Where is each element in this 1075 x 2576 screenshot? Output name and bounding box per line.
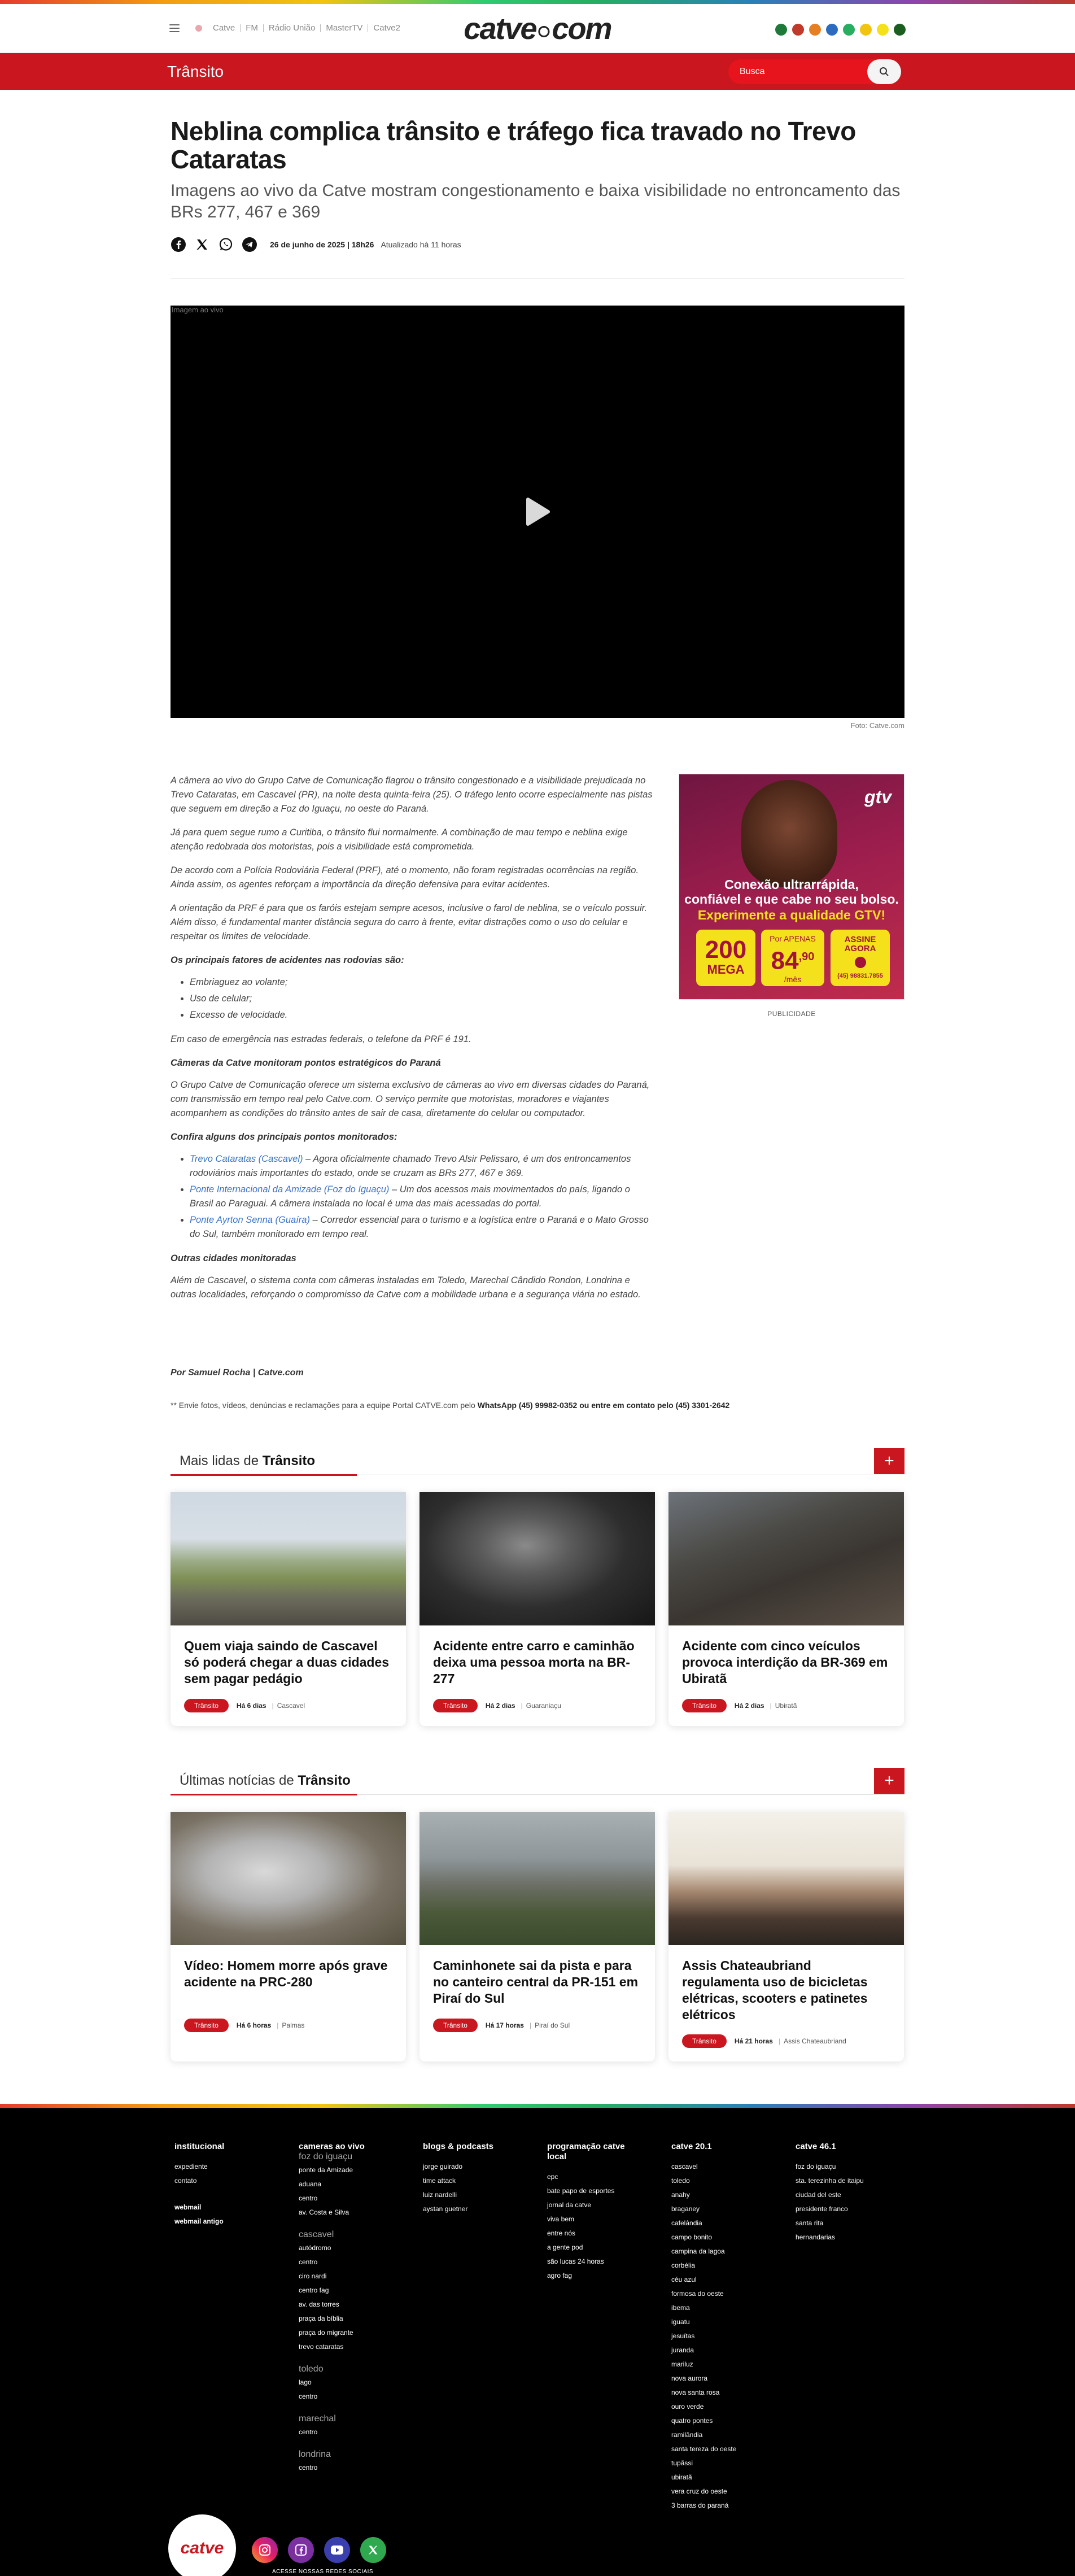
ad-price-prefix: Por APENAS <box>770 934 816 943</box>
footer-link[interactable]: nova aurora <box>671 2374 708 2382</box>
footer-link[interactable]: entre nós <box>547 2229 576 2237</box>
footer-link[interactable]: bate papo de esportes <box>547 2187 615 2195</box>
footer-link[interactable]: luiz nardelli <box>423 2191 457 2199</box>
ad-line3: Experimente a qualidade GTV! <box>697 908 886 922</box>
network-dot-icon <box>195 25 202 32</box>
footer-link[interactable]: epc <box>547 2173 558 2181</box>
ad-price-int: 84 <box>771 947 799 975</box>
nav-link-fm[interactable]: FM <box>241 24 264 32</box>
points-list <box>171 1152 653 1241</box>
footer-col-programacao <box>547 2142 671 2513</box>
category-badge[interactable]: Trânsito <box>433 2019 478 2032</box>
live-video-player[interactable] <box>171 306 904 718</box>
category-badge[interactable]: Trânsito <box>433 1699 478 1712</box>
top-header <box>0 4 1075 53</box>
footer-links <box>174 2160 299 2188</box>
article-content <box>171 774 904 1311</box>
footer-link[interactable]: lago <box>299 2378 312 2386</box>
card-meta <box>184 2019 392 2032</box>
footer-links <box>423 2160 547 2216</box>
card-time: Há 17 horas <box>485 2021 524 2029</box>
card-meta <box>433 2019 641 2032</box>
channel-dot-icon[interactable] <box>826 24 838 36</box>
menu-icon[interactable] <box>169 24 180 32</box>
footer-link[interactable]: ibema <box>671 2304 690 2312</box>
card-time: Há 6 horas <box>236 2021 272 2029</box>
footer-link[interactable]: centro <box>299 2392 318 2400</box>
footer-link[interactable]: jesuítas <box>671 2332 695 2340</box>
footer-col-cameras <box>299 2142 423 2513</box>
channel-dots <box>775 24 906 36</box>
list-item <box>190 1152 653 1180</box>
footer-link[interactable]: campo bonito <box>671 2233 713 2241</box>
card-meta <box>433 1699 641 1712</box>
points-heading: Confira alguns dos principais pontos monitorados: <box>171 1132 397 1142</box>
point-text: – Agora oficialmente chamado Trevo Alsir Pelissaro, é um dos entroncamentos rodoviários mais importantes do estado, onde se cruzam as BRs 277, 467 e 369. <box>190 1154 631 1178</box>
card-time: Há 2 dias <box>734 1702 764 1710</box>
news-card[interactable] <box>171 1492 406 1726</box>
more-latest-button[interactable]: + <box>874 1768 904 1794</box>
footer-link[interactable]: ubiratã <box>671 2473 692 2481</box>
section-underline <box>171 1474 357 1476</box>
card-image <box>171 1492 406 1625</box>
channel-dot-icon[interactable] <box>775 24 787 36</box>
most-read-title-prefix: Mais lidas de <box>180 1453 263 1468</box>
search-input[interactable] <box>728 59 881 84</box>
footer-group-title: cascavel <box>299 2230 334 2239</box>
point-link-ponte-ayrton-senna[interactable]: Ponte Ayrton Senna (Guaíra) <box>190 1215 310 1225</box>
x-twitter-icon[interactable] <box>194 237 210 252</box>
ad-speed: 200 <box>705 936 747 964</box>
card-image <box>419 1492 655 1625</box>
latest-title-bold: Trânsito <box>298 1772 351 1788</box>
footer-link[interactable]: webmail antigo <box>174 2217 224 2225</box>
footer-link[interactable]: santa rita <box>796 2219 824 2227</box>
footer-link[interactable]: presidente franco <box>796 2205 848 2213</box>
card-place: Piraí do Sul <box>535 2021 570 2029</box>
footer-link[interactable]: webmail <box>174 2203 202 2211</box>
footer-col-title: programação catve local <box>547 2142 625 2161</box>
news-card[interactable] <box>171 1812 406 2061</box>
footer-link[interactable]: centro <box>299 2194 318 2202</box>
footer-link[interactable]: juranda <box>671 2346 694 2354</box>
footer-link[interactable]: quatro pontes <box>671 2417 713 2425</box>
footer-link[interactable]: céu azul <box>671 2276 697 2283</box>
footer-link[interactable]: av. Costa e Silva <box>299 2208 349 2216</box>
ad-speed-box <box>696 930 755 986</box>
footer-link[interactable]: centro <box>299 2428 318 2436</box>
meta-separator: | <box>277 2021 279 2029</box>
footer-col-title: catve 46.1 <box>796 2142 836 2151</box>
footer-link[interactable]: a gente pod <box>547 2243 583 2251</box>
meta-separator: | <box>529 2021 532 2029</box>
card-place: Guaraniaçu <box>526 1702 561 1710</box>
article-paragraph: Já para quem segue rumo a Curitiba, o trânsito flui normalmente. A combinação de mau tempo e neblina exige atenção redobrada dos motoristas, pois a visibilidade está comprometida. <box>171 827 628 852</box>
ad-price-box <box>761 930 824 986</box>
divider <box>171 278 904 279</box>
footer-link[interactable]: autódromo <box>299 2244 331 2252</box>
footer-link[interactable]: foz do iguaçu <box>796 2163 836 2170</box>
footer-link[interactable]: corbélia <box>671 2261 696 2269</box>
footer-group-title: toledo <box>299 2364 324 2374</box>
footer-col-blogs <box>423 2142 547 2513</box>
ad-brand: gtv <box>864 787 892 807</box>
ad-headline <box>679 877 904 906</box>
footer-link[interactable]: toledo <box>671 2177 690 2185</box>
footer-logo-text: catve <box>180 2539 224 2557</box>
card-title: Acidente entre carro e caminhão deixa uma pessoa morta na BR-277 <box>433 1638 635 1686</box>
footer-link[interactable]: nova santa rosa <box>671 2388 720 2396</box>
cameras-text: O Grupo Catve de Comunicação oferece um sistema exclusivo de câmeras ao vivo em diversas cidades do Paraná, com transmissão em tempo real pelo Catve.com. O serviço permite que motoristas, moradores e viajantes acompanhem as condições do trânsito antes de sair de casa, diretamente do celular ou computador. <box>171 1080 650 1118</box>
factors-heading: Os principais fatores de acidentes nas rodovias são: <box>171 955 404 965</box>
card-title: Vídeo: Homem morre após grave acidente na PRC-280 <box>184 1958 388 1989</box>
most-read-title <box>171 1453 315 1469</box>
footer-link[interactable]: praça do migrante <box>299 2329 353 2337</box>
channel-dot-icon[interactable] <box>894 24 906 36</box>
latest-header <box>171 1767 904 1795</box>
article-subtitle: Imagens ao vivo da Catve mostram congestionamento e baixa visibilidade no entroncamento das BRs 277, 467 e 369 <box>171 181 901 221</box>
search-button[interactable] <box>867 59 901 84</box>
footer-link[interactable]: ouro verde <box>671 2403 704 2411</box>
footer-logo[interactable] <box>168 2514 236 2576</box>
footer-link[interactable]: mariluz <box>671 2360 693 2368</box>
ad-person-image <box>741 780 837 887</box>
play-icon[interactable] <box>525 497 550 526</box>
x-twitter-icon[interactable] <box>360 2537 386 2563</box>
meta-separator: | <box>272 1702 274 1710</box>
footer-columns <box>174 2142 920 2513</box>
footer-link[interactable]: cafelândia <box>671 2219 702 2227</box>
footer-col-title: cameras ao vivo <box>299 2142 365 2151</box>
site-logo[interactable] <box>464 12 611 46</box>
footer-link[interactable]: formosa do oeste <box>671 2290 724 2298</box>
others-text: Além de Cascavel, o sistema conta com câmeras instaladas em Toledo, Marechal Cândido Rondon, Londrina e outras localidades, reforçando o compromisso da Catve com a mobilidade urbana e a segurança viária no estado. <box>171 1275 641 1300</box>
footer-link[interactable]: av. das torres <box>299 2300 339 2308</box>
logo-dot-icon <box>539 26 550 37</box>
footer-social-icons <box>252 2537 386 2563</box>
news-card[interactable] <box>668 1812 904 2061</box>
footer-link[interactable]: expediente <box>174 2163 208 2170</box>
card-title: Caminhonete sai da pista e para no canteiro central da PR-151 em Piraí do Sul <box>433 1958 639 2006</box>
category-badge[interactable]: Trânsito <box>682 1699 727 1712</box>
channel-dot-icon[interactable] <box>792 24 804 36</box>
whatsapp-icon <box>855 957 866 968</box>
footer-link[interactable]: aduana <box>299 2180 322 2188</box>
footer-link[interactable]: campina da lagoa <box>671 2247 725 2255</box>
list-item: • Uso de celular; <box>190 992 653 1006</box>
channel-dot-icon[interactable] <box>809 24 821 36</box>
telegram-icon[interactable] <box>242 237 257 252</box>
news-card[interactable] <box>419 1812 655 2061</box>
article-body <box>171 774 653 1311</box>
facebook-icon[interactable] <box>171 237 186 252</box>
list-item: • Excesso de velocidade. <box>190 1008 653 1022</box>
site-footer <box>0 2108 1075 2576</box>
article-updated: Atualizado há 11 horas <box>381 240 461 249</box>
main-content <box>171 117 904 2061</box>
meta-separator: | <box>521 1702 523 1710</box>
footer-link[interactable]: jornal da catve <box>547 2201 592 2209</box>
section-title: Trânsito <box>167 62 224 80</box>
card-title: Quem viaja saindo de Cascavel só poderá chegar a duas cidades sem pagar pedágio <box>184 1638 390 1686</box>
footer-link[interactable]: 3 barras do paraná <box>671 2501 729 2509</box>
footer-link[interactable]: braganey <box>671 2205 700 2213</box>
footer-link[interactable]: centro <box>299 2258 318 2266</box>
video-alt-text: Imagem ao vivo <box>172 306 224 314</box>
footer-link[interactable]: centro fag <box>299 2286 329 2294</box>
footer-col-catve-201 <box>671 2142 796 2513</box>
footer-group-title: marechal <box>299 2414 336 2424</box>
ad-line2: confiável e que cabe no seu bolso. <box>684 892 899 906</box>
footer-links <box>547 2170 671 2283</box>
footer-link[interactable]: centro <box>299 2464 318 2472</box>
share-buttons <box>171 237 257 252</box>
spacer <box>174 2188 299 2200</box>
ad-cta-box[interactable] <box>831 930 890 986</box>
footer-links <box>174 2200 299 2229</box>
contact-prefix: ** Envie fotos, vídeos, denúncias e reclamações para a equipe Portal CATVE.com pelo <box>171 1401 478 1410</box>
article-meta <box>171 237 904 252</box>
news-card[interactable] <box>419 1492 655 1726</box>
footer-link[interactable]: viva bem <box>547 2215 575 2223</box>
emergency-text: Em caso de emergência nas estradas federais, o telefone da PRF é 191. <box>171 1034 471 1044</box>
contact-info <box>171 1401 904 1410</box>
list-item: • Embriaguez ao volante; <box>190 975 653 990</box>
more-most-read-button[interactable]: + <box>874 1448 904 1474</box>
article-paragraph: A câmera ao vivo do Grupo Catve de Comunicação flagrou o trânsito congestionado e a visibilidade prejudicada no Trevo Cataratas, em Cascavel (PR), na noite desta quinta-feira (25). O tráfego lento ocorre especialmente nas pistas que seguem em direção a Foz do Iguaçu, no oeste do Paraná. <box>171 775 653 814</box>
category-badge[interactable]: Trânsito <box>184 2019 229 2032</box>
ad-price-dec: ,90 <box>798 951 815 963</box>
footer-col-title: catve 20.1 <box>671 2142 712 2151</box>
card-meta <box>184 1699 392 1712</box>
byline: Por Samuel Rocha | Catve.com <box>171 1368 304 1378</box>
card-title: Assis Chateaubriand regulamenta uso de bicicletas elétricas, scooters e patinetes elétricos <box>682 1958 868 2022</box>
photo-credit: Foto: Catve.com <box>850 721 904 730</box>
footer-links <box>796 2160 920 2244</box>
nav-link-mastertv[interactable]: MasterTV <box>321 24 368 32</box>
channel-dot-icon[interactable] <box>843 24 855 36</box>
instagram-icon[interactable] <box>252 2537 278 2563</box>
article-title: Neblina complica trânsito e tráfego fica travado no Trevo Cataratas <box>171 116 856 174</box>
footer-link[interactable]: ciudad del este <box>796 2191 841 2199</box>
news-card[interactable] <box>668 1492 904 1726</box>
ad-cta: ASSINE AGORA <box>844 935 876 953</box>
footer-link[interactable]: agro fag <box>547 2272 573 2279</box>
footer-col-catve-461 <box>796 2142 920 2513</box>
list-item <box>190 1213 653 1241</box>
ad-label: PUBLICIDADE <box>767 1010 816 1018</box>
card-time: Há 21 horas <box>734 2037 773 2045</box>
search-icon <box>879 67 889 77</box>
footer-link[interactable]: time attack <box>423 2177 456 2185</box>
footer-link[interactable]: trevo cataratas <box>299 2343 344 2351</box>
card-meta <box>682 1699 890 1712</box>
footer-link[interactable]: aystan guetner <box>423 2205 468 2213</box>
footer-group-title: londrina <box>299 2449 331 2459</box>
cameras-heading: Câmeras da Catve monitoram pontos estratégicos do Paraná <box>171 1058 441 1068</box>
footer-link[interactable]: vera cruz do oeste <box>671 2487 727 2495</box>
footer-link[interactable]: contato <box>174 2177 197 2185</box>
card-place: Palmas <box>282 2021 305 2029</box>
card-image <box>419 1812 655 1945</box>
card-image <box>668 1492 904 1625</box>
category-badge[interactable]: Trânsito <box>184 1699 229 1712</box>
channel-dot-icon[interactable] <box>877 24 889 36</box>
footer-col-institucional <box>174 2142 299 2513</box>
factors-list <box>171 975 653 1022</box>
footer-link[interactable]: jorge guirado <box>423 2163 463 2170</box>
latest-title <box>171 1773 351 1789</box>
others-heading: Outras cidades monitoradas <box>171 1253 296 1263</box>
footer-link[interactable]: iguatu <box>671 2318 690 2326</box>
card-time: Há 2 dias <box>485 1702 515 1710</box>
card-image <box>171 1812 406 1945</box>
section-bar <box>0 53 1075 90</box>
most-read-cards <box>171 1492 904 1726</box>
whatsapp-icon[interactable] <box>218 237 234 252</box>
footer-links <box>299 2152 423 2475</box>
footer-link[interactable]: ramilândia <box>671 2431 703 2439</box>
article-paragraph: De acordo com a Polícia Rodoviária Federal (PRF), até o momento, não foram registradas ocorrências na região. Ainda assim, os agentes reforçam a importância da direção defensiva para evitar acidentes. <box>171 865 639 890</box>
category-badge[interactable]: Trânsito <box>682 2034 727 2048</box>
nav-link-radio-uniao[interactable]: Rádio União <box>264 24 321 32</box>
article-date: 26 de junho de 2025 | 18h26 <box>270 240 374 249</box>
footer-links <box>671 2160 796 2513</box>
meta-separator: | <box>778 2037 781 2045</box>
point-link-trevo-cataratas[interactable]: Trevo Cataratas (Cascavel) <box>190 1154 303 1164</box>
point-text: – Um dos acessos mais movimentados do país, ligando o Brasil ao Paraguai. A câmera instalada no local é uma das mais acessadas do portal. <box>190 1184 630 1209</box>
latest-cards <box>171 1812 904 2061</box>
youtube-icon[interactable] <box>324 2537 350 2563</box>
footer-link[interactable]: anahy <box>671 2191 690 2199</box>
ad-column <box>679 774 904 1311</box>
card-place: Ubiratã <box>775 1702 797 1710</box>
card-meta <box>682 2034 890 2048</box>
meta-separator: | <box>770 1702 772 1710</box>
point-link-ponte-amizade[interactable]: Ponte Internacional da Amizade (Foz do Iguaçu) <box>190 1184 390 1195</box>
gtv-ad-banner[interactable] <box>679 774 904 1000</box>
footer-col-title: blogs & podcasts <box>423 2142 494 2151</box>
ad-phone: (45) 98831.7855 <box>837 973 883 979</box>
latest-title-prefix: Últimas notícias de <box>180 1772 298 1788</box>
point-text: – Corredor essencial para o turismo e a logística entre o Paraná e o Mato Grosso do Sul, também monitorado em tempo real. <box>190 1215 649 1239</box>
footer-link[interactable]: ponte da Amizade <box>299 2166 353 2174</box>
social-label: ACESSE NOSSAS REDES SOCIAIS <box>272 2569 374 2575</box>
search-box <box>728 59 901 84</box>
ad-speed-unit: MEGA <box>707 962 745 977</box>
channel-dot-icon[interactable] <box>860 24 872 36</box>
top-rainbow-stripe <box>0 0 1075 4</box>
nav-link-catve[interactable]: Catve <box>208 24 241 32</box>
footer-link[interactable]: tupãssi <box>671 2459 693 2467</box>
nav-link-catve2[interactable]: Catve2 <box>373 23 400 33</box>
ad-line1: Conexão ultrarrápida, <box>724 877 859 892</box>
footer-link[interactable]: são lucas 24 horas <box>547 2257 604 2265</box>
card-title: Acidente com cinco veículos provoca interdição da BR-369 em Ubiratã <box>682 1638 888 1686</box>
footer-col-title: institucional <box>174 2142 225 2151</box>
logo-suffix: com <box>552 12 611 46</box>
ad-price-suffix: /mês <box>784 974 802 984</box>
footer-link[interactable]: praça da bíblia <box>299 2315 343 2322</box>
footer-link[interactable]: ciro nardi <box>299 2272 327 2280</box>
network-nav <box>195 24 405 32</box>
footer-link[interactable]: santa tereza do oeste <box>671 2445 737 2453</box>
footer-rainbow-stripe <box>0 2104 1075 2108</box>
list-item <box>190 1183 653 1211</box>
card-time: Há 6 dias <box>236 1702 266 1710</box>
footer-link[interactable]: cascavel <box>671 2163 698 2170</box>
section-underline <box>171 1794 357 1795</box>
footer-link[interactable]: sta. terezinha de itaipu <box>796 2177 864 2185</box>
facebook-icon[interactable] <box>288 2537 314 2563</box>
most-read-title-bold: Trânsito <box>262 1453 316 1468</box>
card-place: Cascavel <box>277 1702 305 1710</box>
contact-phones: WhatsApp (45) 99982-0352 ou entre em contato pelo (45) 3301-2642 <box>477 1401 730 1410</box>
article-paragraph: A orientação da PRF é para que os faróis estejam sempre acesos, inclusive o farol de neblina, se o veículo possuir. Além disso, é fundamental manter distância segura do carro à frente, evitar distrações como o uso do celular e respeitar os limites de velocidade. <box>171 903 648 942</box>
card-image <box>668 1812 904 1945</box>
card-place: Assis Chateaubriand <box>784 2037 846 2045</box>
logo-text: catve <box>464 12 536 46</box>
footer-link[interactable]: hernandarias <box>796 2233 836 2241</box>
most-read-header <box>171 1447 904 1475</box>
footer-group-title: foz do iguaçu <box>299 2152 353 2161</box>
